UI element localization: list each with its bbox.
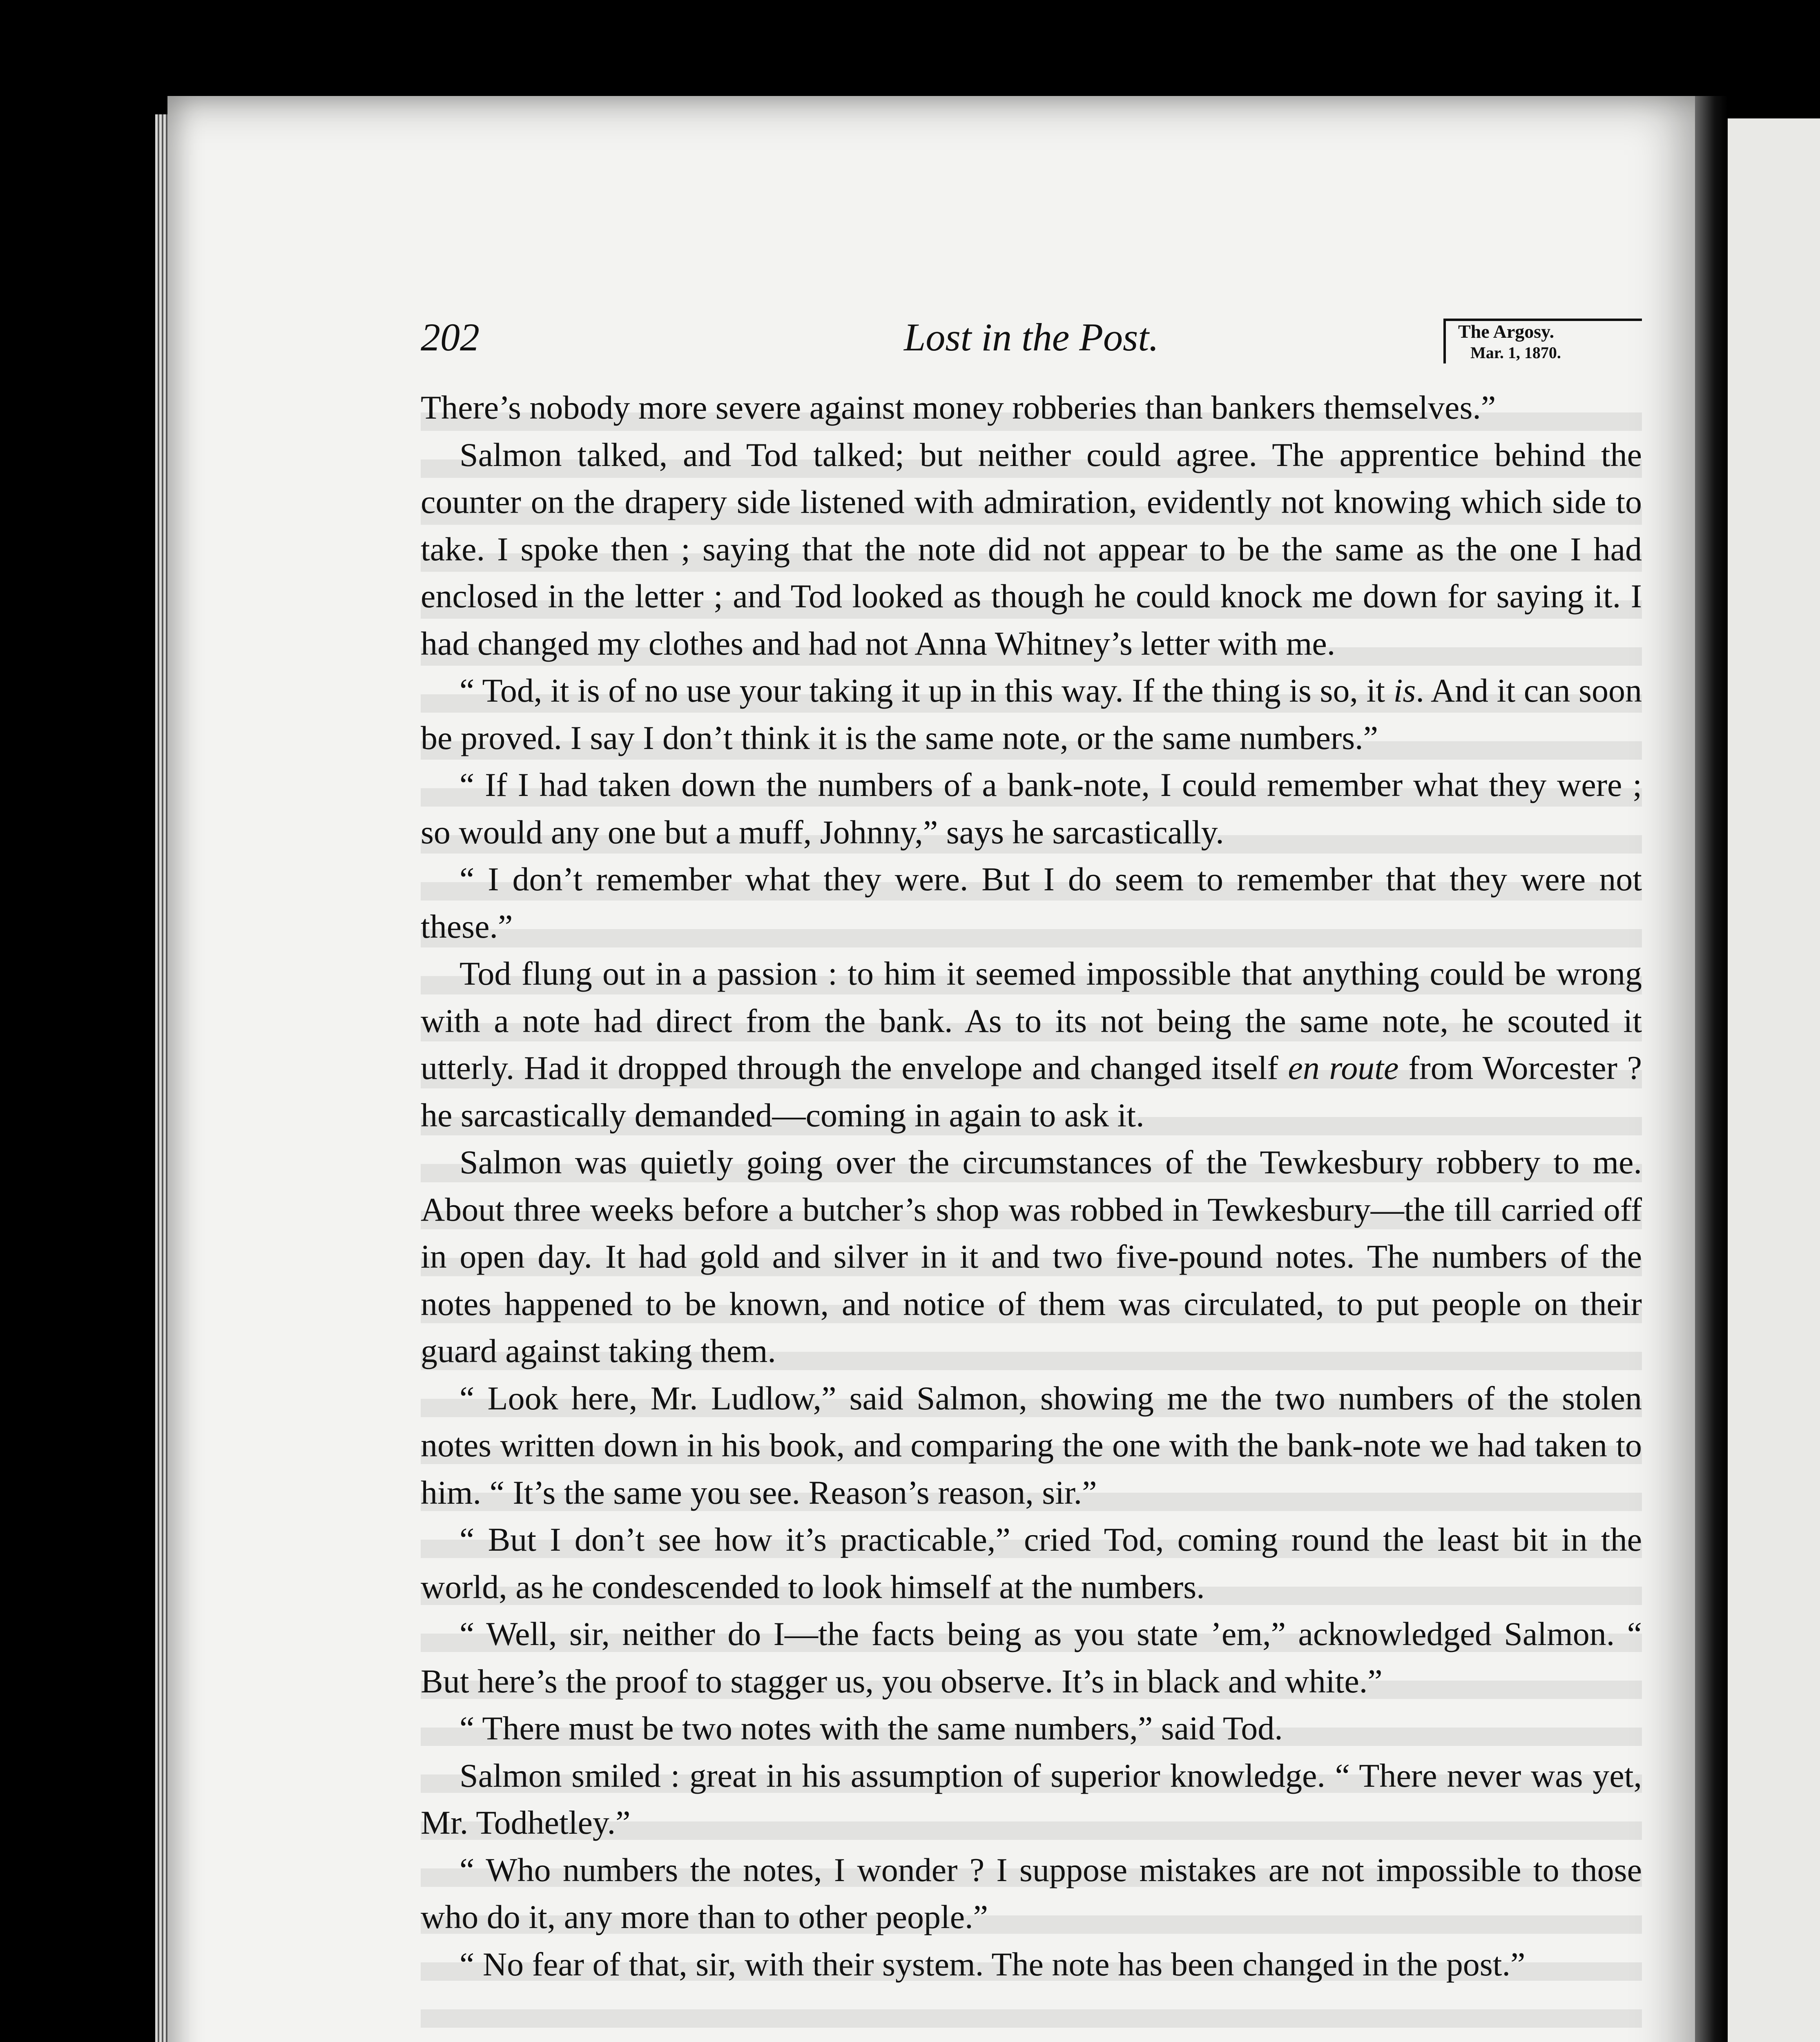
paragraph: “ Who numbers the notes, I wonder ? I suppose mistakes are not impossible to those who do it, any more than to other people.” [421,1851,1642,1935]
paragraph: Tod flung out in a passion : to him it seemed impossible that anything could be wrong with a note had direct from the bank. As to its not being the same note, he scouted it utterly. Had it dropped through the envelope and changed itself en route from Worcester ? he sarcastically demanded—coming in again to ask it. [421,955,1642,1134]
body-text [421,384,1642,1988]
paragraph: There’s nobody more severe against money robberies than bankers themselves.” [421,389,1496,426]
paragraph: “ But I don’t see how it’s practicable,” cried Tod, coming round the least bit in the world, as he condescended to look himself at the numbers. [421,1521,1642,1605]
paragraph: “ Well, sir, neither do I—the facts being as you state ’em,” acknowledged Salmon. “ But here’s the proof to stagger us, you observe. It’s in black and white.” [421,1615,1642,1700]
paragraph: “ No fear of that, sir, with their system. The note has been changed in the post.” [459,1945,1526,1983]
paragraph: “ There must be two notes with the same numbers,” said Tod. [459,1710,1283,1747]
paragraph: “ If I had taken down the numbers of a bank-note, I could remember what they were ; so would any one but a muff, Johnny,” says he sarcastically. [421,766,1642,851]
facing-page-edge [1728,118,1820,2042]
paragraph: “ Look here, Mr. Ludlow,” said Salmon, showing me the two numbers of the stolen notes written down in his book, and comparing the one with the bank-note we had taken to him. “ It’s the same you see. Reason’s reason, sir.” [421,1379,1642,1511]
page-number: 202 [421,315,480,359]
paragraph: Salmon was quietly going over the circumstances of the Tewkesbury robbery to me. About three weeks before a butcher’s shop was robbed in Tewkesbury—the till carried off in open day. It had gold and silver in it and two five-pound notes. The numbers of the notes happened to be known, and notice of them was circulated, to put people on their guard against taking them. [421,1144,1642,1369]
paragraph: “ Tod, it is of no use your taking it up in this way. If the thing is so, it is. And it can soon be proved. I say I don’t think it is the same note, or the same numbers.” [421,672,1642,756]
issue-publication: The Argosy. [1458,321,1555,342]
issue-info-bracket [1443,319,1642,363]
paragraph: Salmon smiled : great in his assumption of superior knowledge. “ There never was yet, Mr. Todhetley.” [421,1757,1642,1841]
book-gutter-shadow [1695,96,1728,2042]
paragraph: “ I don’t remember what they were. But I do seem to remember that they were not these.” [421,860,1642,945]
page-header [421,314,1642,376]
paragraph: Salmon talked, and Tod talked; but neither could agree. The apprentice behind the counter on the drapery side listened with admiration, evidently not knowing which side to take. I spoke then ; saying that the note did not appear to be the same as the one I had enclosed in the letter ; and Tod looked as though he could knock me down for saying it. I had changed my clothes and had not Anna Whitney’s letter with me. [421,436,1642,662]
running-title: Lost in the Post. [903,315,1159,359]
issue-date: Mar. 1, 1870. [1470,343,1561,362]
